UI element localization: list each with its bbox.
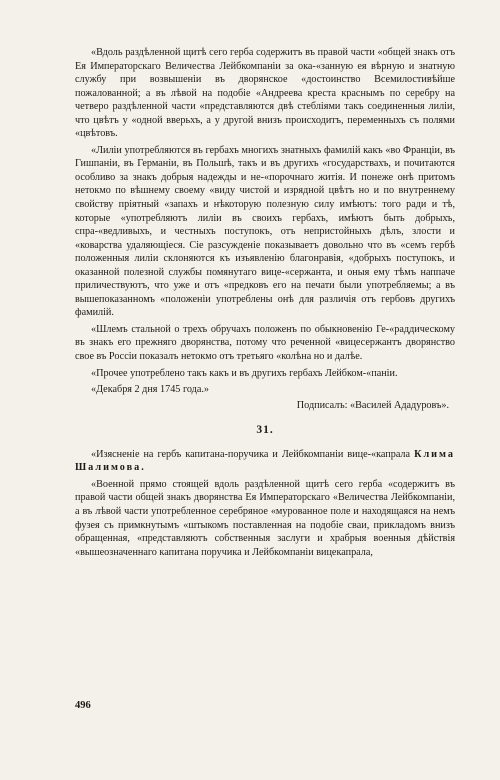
paragraph-shield-description: «Вдоль раздѣленной щитѣ сего герба содержитъ въ правой части «общей знакъ отъ Ея Императорскаго Величества Лейбкомпаніи за ока-«занную ея вѣрную и знатную службу при возвышеніи въ дворянское «достоинство Всемилостивѣйше пожалованной; а въ лѣвой на подобіе «Андреева креста краснымъ по серебру на четверо раздѣленной части «представляются двѣ стебліями такъ соединенныя лиліи, что цвѣтъ у «одной вверьхъ, а у другой внизъ происходитъ, переменныхъ съ полями «цвѣтовъ.	[75, 47, 455, 140]
date-line: «Декабря 2 дня 1745 года.»	[91, 384, 210, 396]
page-number: 496	[75, 700, 91, 711]
section-title	[75, 448, 455, 475]
paragraph-helmet: «Шлемъ стальной о трехъ обручахъ положенъ по обыкновенію Ге-«раддическому въ знакъ его прежняго дворянства, потому что реченной «вицесержантъ дворянство свое въ Россіи показалъ нетокмо отъ третьяго «колѣна но и далѣе.	[75, 323, 455, 363]
paragraph-lilies: «Лиліи употребляются въ гербахъ многихъ знатныхъ фамилій какъ «во Франціи, въ Гишпаніи, въ Германіи, въ Польшѣ, такъ и въ другихъ «государствахъ, и почитаются особливо за знакъ добрыя надежды и не-«порочнаго житія. И понеже онѣ притомъ нетокмо по вѣшнему своему «виду чистой и изрядной цвѣтъ но и по внутреннему свойству пріятный «запахъ и нѣкоторую полезную силу имѣютъ: того ради и тѣ, которые «употребляютъ лиліи въ своихъ гербахъ, имѣютъ быть добрыхъ, спра-«ведливыхъ, и честныхъ поступокъ, отъ непристойныхъ дѣлъ, злости и «коварства удаляющіеся. Сіе разсужденіе показываетъ довольно что въ «семъ гербѣ положенныя лиліи склоняются къ изъявленію благонравія, «добрыхъ поступокъ, и оказанной полезной службы помянутаго вице-«сержанта, и оныя ему тѣмъ наппаче приличествуютъ, что уже и отъ «предковъ его на печати были употребляемы; а въ вышепоказанномъ «положеніи употреблены онѣ для различія отъ гербовъ другихъ фамилій.	[75, 144, 455, 319]
signature-line: Подписалъ: «Василей Ададуровъ».	[296, 399, 449, 411]
paragraph-military-shield: «Военной прямо стоящей вдоль раздѣленной щитѣ сего герба «содержитъ въ правой части общей знакъ дворянства Ея Императорскаго «Величества Лейбкомпаніи, а въ лѣвой части употребленное серебряное «мурованное поле и находящаяся на немъ фузея съ примкнутымъ «штыкомъ поставленная на подобіе сваи, прикладомъ внизъ обращенная, «представляютъ собственныя заслуги и храбрыя военныя дѣйствія «вышеозначеннаго капитана поручика и Лейбкомпаніи вицекапрала,	[75, 478, 455, 558]
section-title-prefix: «Изясненіе на гербъ капитана-поручика и Лейбкомпаніи вице-«капрала	[91, 448, 415, 460]
section-number: 31.	[256, 424, 274, 437]
paragraph-other: «Прочее употреблено такъ какъ и въ другихъ гербахъ Лейбком-«паніи.	[91, 367, 398, 379]
text-block	[75, 46, 455, 559]
section-title-name: Клима Шалимова.	[75, 448, 455, 474]
